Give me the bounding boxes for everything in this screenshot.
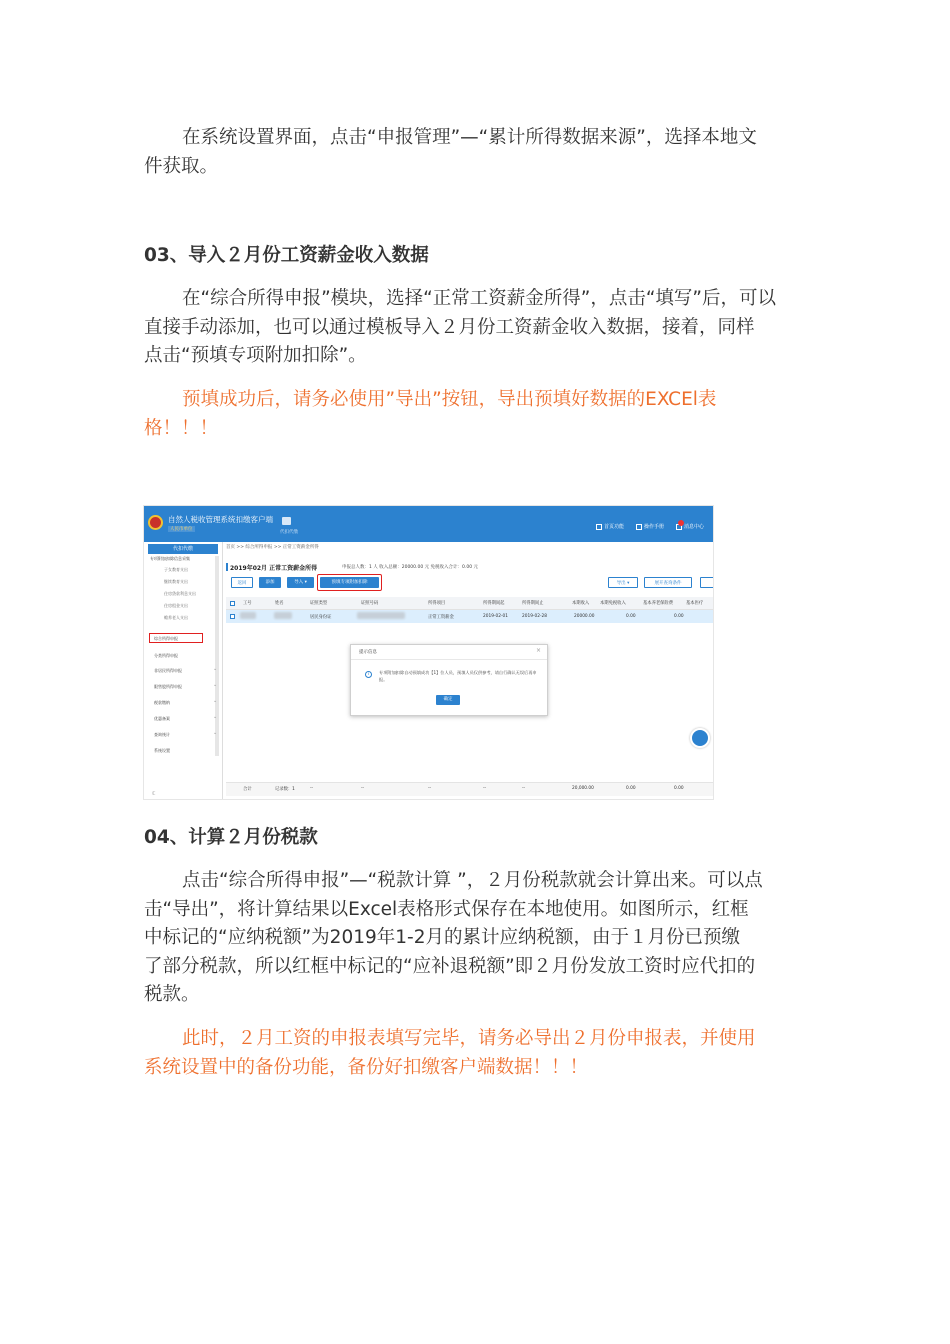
column-header: 工号	[243, 601, 252, 606]
footer-label: 合计	[243, 787, 252, 792]
app-title: 自然人税收管理系统扣缴客户端	[168, 515, 273, 524]
cell-pension: 0.00	[674, 614, 684, 619]
table-header	[226, 597, 713, 610]
app-header	[144, 506, 713, 542]
table-row[interactable]	[226, 610, 713, 623]
text-line: 预填成功后，请务必使用”导出”按钮，导出预填好数据的EXCEl表	[182, 389, 717, 410]
sidebar-group[interactable]: 专项附加扣除信息采集	[150, 556, 190, 561]
sidebar-item-payment[interactable]: 税款缴纳	[154, 700, 170, 705]
chevron-down-icon: ⌄	[213, 666, 218, 672]
nav-messages[interactable]: 消息中心	[676, 523, 704, 530]
add-button[interactable]: 添加	[259, 577, 281, 588]
text-line: 击“导出”，将计算结果以Excel表格形式保存在本地使用。如图所示，红框	[144, 898, 749, 920]
sidebar-footer-logo: ℂ	[152, 791, 156, 797]
redacted-value	[357, 612, 405, 619]
sidebar-item-preference[interactable]: 优惠备案	[154, 716, 170, 721]
footer-income: 20,000.00	[572, 786, 594, 791]
text-line: 中标记的“应纳税额”为2019年1-2月的累计应纳税额，由于１月份已预缴	[144, 927, 740, 948]
highlight-box	[317, 574, 382, 591]
column-header: 所得期间止	[522, 601, 544, 606]
column-header: 所得项目	[428, 601, 446, 606]
chevron-down-icon: ⌄	[213, 714, 218, 720]
notification-badge	[678, 520, 684, 526]
dialog-message: 专项附加扣除自动预填成功【1】位人员，预填人员仅供参考，请自行确认无误后再申报。	[379, 670, 537, 682]
sidebar-item-comprehensive[interactable]: 综合所得申报	[154, 636, 178, 641]
footer-dash: --	[428, 786, 432, 791]
cell-income: 20000.00	[574, 614, 595, 619]
chevron-down-icon: ⌄	[213, 698, 218, 704]
table-footer	[226, 782, 713, 796]
column-header: 证照类型	[310, 601, 328, 606]
cell-item: 正常工资薪金	[428, 615, 454, 620]
tax-calc-paragraph	[144, 867, 804, 1010]
text-line: 在“综合所得申报”模块，选择“正常工资薪金所得”，点击“填写”后，可以	[182, 288, 777, 309]
warning-paragraph-backup	[144, 1025, 804, 1082]
sidebar-item-query[interactable]: 查询统计	[154, 732, 170, 737]
redacted-value	[240, 612, 256, 619]
text-line: 了部分税款，所以红框中标记的“应补退税额”即２月份发放工资时应代扣的	[144, 955, 756, 977]
back-button[interactable]: 返回	[231, 577, 253, 588]
select-all-checkbox[interactable]	[230, 601, 235, 606]
app-subtitle: 人民币单位	[170, 527, 193, 532]
close-icon[interactable]: ×	[535, 647, 541, 654]
prefill-deduction-button[interactable]: 预填专项附加扣除	[320, 577, 379, 588]
expand-filter-button[interactable]: 展开查询条件	[644, 577, 692, 588]
column-header: 所得期间起	[483, 601, 505, 606]
column-header: 本期免税收入	[600, 601, 626, 606]
breadcrumb: 首页 >> 综合所得申报 >> 正常工资薪金所得	[226, 545, 319, 550]
text-line: 此时，２月工资的申报表填写完毕，请务必导出２月份申报表，并使用	[182, 1028, 756, 1049]
text-line: 点击“预填专项附加扣除”。	[144, 345, 367, 366]
summary-stats: 申报总人数：1 人 收入总额：20000.00 元 免税收入合计：0.00 元	[342, 565, 479, 570]
briefcase-icon	[282, 517, 291, 525]
column-header: 本期收入	[572, 601, 590, 606]
section-heading-04: 04、计算２月份税款	[144, 827, 318, 848]
sidebar-sub-item[interactable]: 继续教育支出	[164, 579, 188, 584]
sidebar	[144, 542, 223, 799]
sidebar-sub-item[interactable]: 住房贷款利息支出	[164, 591, 196, 596]
sidebar-sub-item[interactable]: 住房租金支出	[164, 603, 188, 608]
column-header: 证照号码	[361, 601, 379, 606]
footer-dash: --	[361, 786, 365, 791]
text-line: 点击“综合所得申报”—“税款计算 ”，２月份税款就会计算出来。可以点	[182, 870, 763, 891]
prompt-dialog	[350, 644, 548, 716]
home-icon	[596, 524, 602, 530]
footer-tax-free: 0.00	[626, 786, 636, 791]
sidebar-scrollbar[interactable]	[215, 556, 219, 756]
sidebar-item-nonresident[interactable]: 非居民所得申报	[154, 668, 182, 673]
nav-manual[interactable]: 操作手册	[636, 523, 664, 530]
section-title: 2019年02月 正常工资薪金所得	[230, 565, 318, 572]
footer-dash: --	[522, 786, 526, 791]
column-header: 基本养老保险费	[643, 601, 674, 606]
footer-pension: 0.00	[674, 786, 684, 791]
dialog-title: 提示信息	[359, 650, 377, 655]
cell-end: 2019-02-28	[522, 614, 547, 619]
redacted-value	[274, 612, 292, 619]
sidebar-sub-item[interactable]: 赡养老人支出	[164, 615, 188, 620]
text-line: 直接手动添加，也可以通过模板导入２月份工资薪金收入数据，接着，同样	[144, 316, 755, 338]
footer-count: 记录数：1	[275, 787, 295, 792]
export-button[interactable]: 导出 ▾	[608, 577, 638, 588]
cell-tax-free: 0.00	[626, 614, 636, 619]
sidebar-sub-item[interactable]: 子女教育支出	[164, 567, 188, 572]
row-checkbox[interactable]	[230, 614, 235, 619]
column-header: 基本医疗	[686, 601, 704, 606]
info-icon: i	[365, 671, 372, 678]
text-line: 格！！！	[144, 417, 219, 439]
software-screenshot	[143, 505, 714, 800]
section-heading-03: 03、导入２月份工资薪金收入数据	[144, 245, 429, 266]
sidebar-item-settings[interactable]: 系统设置	[154, 748, 170, 753]
sidebar-item-restricted[interactable]: 限售股所得申报	[154, 684, 182, 689]
app-tag: 代扣代缴	[280, 530, 298, 535]
footer-dash: --	[310, 786, 314, 791]
confirm-button[interactable]: 确定	[436, 695, 460, 705]
nav-home[interactable]: 首页功能	[596, 523, 624, 530]
text-line: 在系统设置界面，点击“申报管理”—“累计所得数据来源”，选择本地文	[182, 127, 757, 148]
cell-id-type: 居民身份证	[310, 615, 332, 620]
more-button[interactable]	[700, 577, 714, 588]
cell-start: 2019-02-01	[483, 614, 508, 619]
sidebar-item-classified[interactable]: 分类所得申报	[154, 653, 178, 658]
highlight-box	[149, 633, 203, 643]
sidebar-header: 代扣代缴	[148, 544, 218, 554]
import-paragraph	[144, 285, 804, 371]
text-line: 系统设置中的备份功能，备份好扣缴客户端数据！！！	[144, 1056, 589, 1078]
tax-emblem-icon	[148, 515, 163, 530]
footer-dash: --	[483, 786, 487, 791]
text-line: 税款。	[144, 984, 200, 1005]
intro-paragraph	[144, 124, 804, 181]
column-header: 姓名	[275, 601, 284, 606]
import-button[interactable]: 导入 ▾	[287, 577, 314, 588]
chevron-down-icon: ⌄	[213, 682, 218, 688]
chevron-down-icon: ⌄	[213, 730, 218, 736]
divider	[351, 659, 547, 660]
book-icon	[636, 524, 642, 530]
chat-icon[interactable]	[690, 728, 710, 748]
text-line: 件获取。	[144, 155, 219, 177]
warning-paragraph-export	[144, 386, 804, 443]
